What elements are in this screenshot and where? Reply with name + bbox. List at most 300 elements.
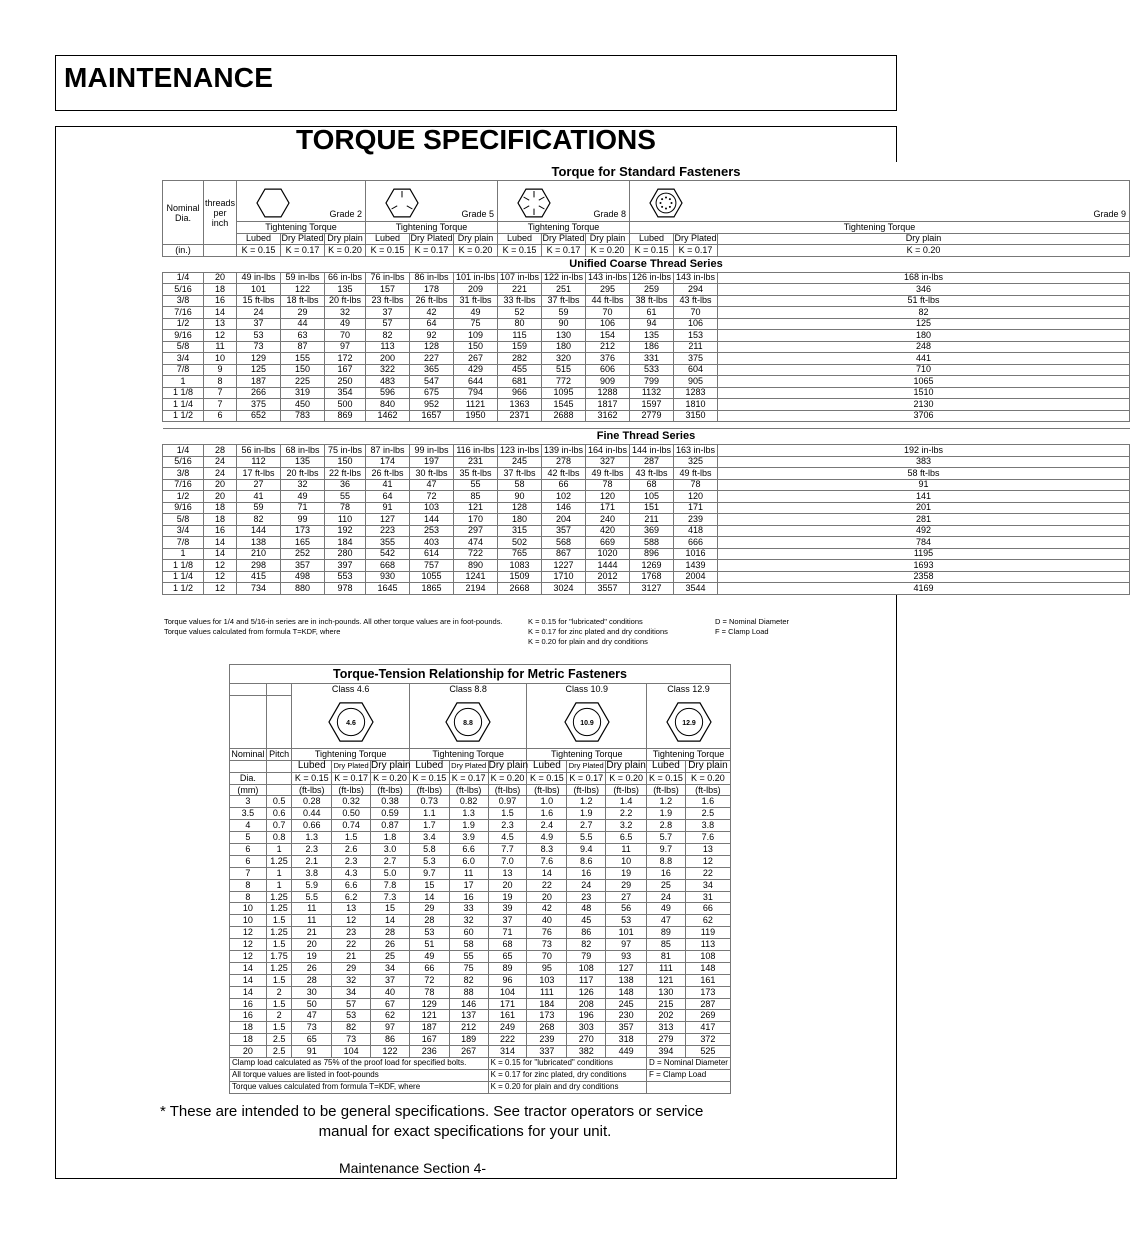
torque-value: 19 [606, 867, 647, 879]
torque-value-text: 31 ft-lbs [459, 295, 492, 306]
torque-value: 282 [498, 353, 542, 365]
blank-cell [204, 245, 237, 257]
grade-header-row [163, 181, 1130, 222]
torque-value: 67 [371, 998, 410, 1010]
torque-value: 20 [292, 939, 332, 951]
torque-value: 418 [674, 525, 718, 537]
torque-value-text: 59 in-lbs [285, 272, 320, 283]
unit-label: (ft-lbs) [606, 784, 647, 796]
k-value: K = 0.17 [410, 245, 454, 257]
torque-value-text: 192 in-lbs [903, 444, 944, 455]
torque-value [542, 272, 586, 284]
table-row [230, 1010, 731, 1022]
torque-value: 200 [366, 353, 410, 365]
torque-value: 420 [586, 525, 630, 537]
torque-value: 0.59 [371, 808, 410, 820]
torque-value-text: 76 in-lbs [370, 272, 405, 283]
threads-per-inch: 14 [204, 307, 237, 319]
k-value: K = 0.15 [237, 245, 281, 257]
torque-value: 1121 [454, 399, 498, 411]
torque-value: 65 [488, 951, 527, 963]
note-row [230, 1058, 731, 1070]
table-row [230, 832, 731, 844]
torque-value: 119 [685, 927, 730, 939]
torque-value: 108 [567, 962, 606, 974]
torque-value: 5.9 [292, 879, 332, 891]
torque-value: 186 [630, 341, 674, 353]
blank-cell [230, 760, 267, 772]
torque-value: 3.8 [292, 867, 332, 879]
torque-value: 97 [325, 341, 366, 353]
torque-value: 209 [454, 284, 498, 296]
torque-value: 784 [718, 537, 1130, 549]
torque-value: 105 [630, 491, 674, 503]
nominal-dia: 1 [163, 376, 204, 388]
metric-bolt-head-icon [410, 699, 527, 745]
table-row [230, 903, 731, 915]
metric-bolt-head-icon [527, 699, 646, 745]
torque-value: 97 [606, 939, 647, 951]
torque-value: 7.0 [488, 855, 527, 867]
torque-value: 8.8 [647, 855, 686, 867]
unit-row [230, 784, 731, 796]
torque-value-text: 22 ft-lbs [328, 467, 361, 478]
subcol-row [163, 233, 1130, 245]
subcol-label: Lubed [292, 760, 332, 772]
torque-value: 111 [527, 986, 567, 998]
table-row [163, 479, 1130, 491]
table-row [163, 491, 1130, 503]
subcol-label: Dry plain [685, 760, 730, 772]
torque-value: 483 [366, 376, 410, 388]
torque-value: 167 [325, 364, 366, 376]
blank-cell [266, 695, 292, 748]
k-value: K = 0.15 [630, 245, 674, 257]
grade-0-header [237, 181, 366, 222]
k-value: K = 0.15 [498, 245, 542, 257]
torque-value: 172 [325, 353, 366, 365]
torque-value: 173 [527, 1010, 567, 1022]
blank-cell [266, 784, 292, 796]
torque-value: 86 [567, 927, 606, 939]
torque-value: 97 [371, 1022, 410, 1034]
table-row [230, 820, 731, 832]
torque-value: 3557 [586, 583, 630, 595]
torque-value: 403 [410, 537, 454, 549]
torque-value: 3024 [542, 583, 586, 595]
k-value: K = 0.20 [606, 772, 647, 784]
torque-value: 70 [325, 330, 366, 342]
subcol-label: Dry Plated [674, 233, 717, 244]
torque-value: 0.82 [449, 796, 488, 808]
torque-value: 23 [567, 891, 606, 903]
torque-value: 757 [410, 560, 454, 572]
pitch: 0.8 [266, 832, 292, 844]
torque-value: 37 [371, 974, 410, 986]
torque-value: 16 [449, 891, 488, 903]
unit-label: (ft-lbs) [488, 784, 527, 796]
torque-value: 165 [281, 537, 325, 549]
torque-value [718, 295, 1130, 307]
nominal-dia: 18 [230, 1022, 267, 1034]
torque-value: 24 [237, 307, 281, 319]
torque-value-text: 126 in-lbs [631, 272, 672, 283]
subcol-label: Dry plain [325, 233, 366, 245]
torque-value [542, 468, 586, 480]
torque-value: 346 [718, 284, 1130, 296]
torque-value: 70 [586, 307, 630, 319]
torque-value-text: 86 in-lbs [414, 272, 449, 283]
torque-value: 75 [449, 962, 488, 974]
torque-value: 322 [366, 364, 410, 376]
table-row [163, 583, 1130, 595]
torque-value [718, 468, 1130, 480]
torque-value: 1.7 [409, 820, 449, 832]
grade-label: Grade 8 [593, 209, 626, 219]
torque-value: 115 [498, 330, 542, 342]
torque-value: 890 [454, 560, 498, 572]
torque-value: 112 [237, 456, 281, 468]
torque-value: 2779 [630, 410, 674, 422]
note-right: D = Nominal Diameter [647, 1058, 731, 1070]
torque-value-text: 139 in-lbs [543, 444, 584, 455]
torque-value [281, 295, 325, 307]
torque-value: 58 [498, 479, 542, 491]
torque-value: 327 [586, 456, 630, 468]
torque-value-text: 30 ft-lbs [415, 467, 448, 478]
torque-value: 0.97 [488, 796, 527, 808]
torque-value: 441 [718, 353, 1130, 365]
unit-label: (ft-lbs) [449, 784, 488, 796]
pitch: 1.5 [266, 939, 292, 951]
subcol-label: Dry plain [454, 233, 498, 245]
torque-value: 55 [325, 491, 366, 503]
torque-value: 76 [527, 927, 567, 939]
torque-value: 71 [488, 927, 527, 939]
torque-value: 2012 [586, 571, 630, 583]
unit-label: (ft-lbs) [332, 784, 371, 796]
tightening-torque-label: Tightening Torque [292, 748, 410, 760]
torque-value-text: 58 ft-lbs [907, 467, 940, 478]
torque-value [498, 445, 542, 457]
torque-value: 5.8 [409, 844, 449, 856]
torque-value: 27 [606, 891, 647, 903]
torque-value: 9.7 [409, 867, 449, 879]
torque-value: 34 [332, 986, 371, 998]
k-value: K = 0.15 [409, 772, 449, 784]
threads-per-inch: 6 [204, 410, 237, 422]
class-icon-cell [292, 695, 410, 748]
nominal-dia: 6 [230, 844, 267, 856]
k-value: K = 0.17 [674, 245, 718, 257]
torque-value: 173 [685, 986, 730, 998]
table-row [230, 939, 731, 951]
torque-value: 109 [454, 330, 498, 342]
subcol-label: Lubed [237, 233, 281, 245]
torque-value: 11 [292, 903, 332, 915]
torque-value: 138 [606, 974, 647, 986]
table-row [163, 571, 1130, 583]
torque-value: 32 [449, 915, 488, 927]
torque-value-text: 15 ft-lbs [242, 295, 275, 306]
torque-value: 9.4 [567, 844, 606, 856]
torque-value: 29 [332, 962, 371, 974]
threads-per-inch: 12 [204, 583, 237, 595]
class-icon-cell [409, 695, 527, 748]
torque-value: 0.28 [292, 796, 332, 808]
torque-value-text: 44 ft-lbs [591, 295, 624, 306]
torque-value: 88 [449, 986, 488, 998]
nominal-dia: 1 1/2 [163, 583, 204, 595]
metric-fastener-table [229, 664, 731, 1094]
table-row [163, 502, 1130, 514]
pitch: 1.25 [266, 903, 292, 915]
blank-cell [266, 760, 292, 772]
pitch: 1 [266, 867, 292, 879]
pitch: 0.6 [266, 808, 292, 820]
unit-label: (ft-lbs) [647, 784, 686, 796]
torque-value: 1810 [674, 399, 718, 411]
torque-value: 455 [498, 364, 542, 376]
table-row [163, 284, 1130, 296]
torque-value: 12 [685, 855, 730, 867]
table-row [163, 341, 1130, 353]
torque-value: 1693 [718, 560, 1130, 572]
pitch: 1.25 [266, 927, 292, 939]
torque-value: 141 [718, 491, 1130, 503]
torque-value: 297 [454, 525, 498, 537]
torque-value: 167 [409, 1034, 449, 1046]
torque-value: 867 [542, 548, 586, 560]
note-row [230, 1081, 731, 1093]
torque-value: 2668 [498, 583, 542, 595]
torque-value: 415 [237, 571, 281, 583]
nominal-dia: 1 1/4 [163, 571, 204, 583]
torque-value: 1065 [718, 376, 1130, 388]
table-row [230, 1034, 731, 1046]
torque-value: 11 [606, 844, 647, 856]
subcol-label: Dry plain [371, 760, 411, 772]
nominal-dia: 14 [230, 962, 267, 974]
torque-value: 135 [325, 284, 366, 296]
torque-value: 19 [292, 951, 332, 963]
note-row [230, 1069, 731, 1081]
torque-value: 71 [281, 502, 325, 514]
threads-per-inch: 14 [204, 537, 237, 549]
threads-per-inch: 7 [204, 387, 237, 399]
nominal-dia: 1/4 [163, 445, 204, 457]
torque-value: 1.9 [567, 808, 606, 820]
torque-value: 429 [454, 364, 498, 376]
torque-value: 0.87 [371, 820, 410, 832]
nominal-dia: 10 [230, 915, 267, 927]
torque-value: 53 [409, 927, 449, 939]
torque-value: 117 [567, 974, 606, 986]
torque-value: 11 [292, 915, 332, 927]
torque-value-text: 23 ft-lbs [371, 295, 404, 306]
torque-value [237, 445, 281, 457]
pitch: 2 [266, 1010, 292, 1022]
torque-value: 239 [527, 1034, 567, 1046]
torque-value: 104 [488, 986, 527, 998]
torque-value: 78 [674, 479, 718, 491]
torque-value-text: 164 in-lbs [587, 444, 628, 455]
subcol-label: Lubed [630, 233, 674, 245]
torque-value: 20 [488, 879, 527, 891]
torque-value: 146 [542, 502, 586, 514]
nominal-dia: 18 [230, 1034, 267, 1046]
class-label: Class 12.9 [647, 684, 731, 696]
torque-value: 1195 [718, 548, 1130, 560]
torque-value: 355 [366, 537, 410, 549]
title-row [230, 665, 731, 684]
torque-value-text: 107 in-lbs [499, 272, 540, 283]
note-left: Clamp load calculated as 75% of the proof load for specified bolts. [230, 1058, 489, 1070]
standard-fastener-chart [162, 162, 1127, 652]
torque-value: 279 [647, 1034, 686, 1046]
torque-value: 7.3 [371, 891, 410, 903]
torque-value: 492 [718, 525, 1130, 537]
torque-value: 3706 [718, 410, 1130, 422]
threads-per-inch: 12 [204, 330, 237, 342]
torque-value-text: 143 in-lbs [587, 272, 628, 283]
threads-per-inch: 16 [204, 295, 237, 307]
torque-value: 64 [366, 491, 410, 503]
torque-value: 150 [281, 364, 325, 376]
torque-value: 604 [674, 364, 718, 376]
dia-label: Dia. [230, 772, 267, 784]
torque-value: 1269 [630, 560, 674, 572]
torque-value: 1657 [410, 410, 454, 422]
note-line: D = Nominal Diameter [715, 617, 789, 626]
nominal-dia: 20 [230, 1046, 267, 1058]
torque-value: 6.2 [332, 891, 371, 903]
pitch: 1.5 [266, 915, 292, 927]
threads-per-inch: 18 [204, 284, 237, 296]
threads-per-inch: 7 [204, 399, 237, 411]
torque-value [454, 272, 498, 284]
torque-value [281, 468, 325, 480]
pitch: 2.5 [266, 1034, 292, 1046]
torque-value [542, 445, 586, 457]
torque-value: 547 [410, 376, 454, 388]
torque-value: 2.7 [567, 820, 606, 832]
pitch: 1.5 [266, 974, 292, 986]
torque-value: 82 [237, 514, 281, 526]
k-value: K = 0.20 [685, 772, 730, 784]
torque-value: 3.9 [449, 832, 488, 844]
threads-per-inch: 14 [204, 548, 237, 560]
torque-value: 354 [325, 387, 366, 399]
grade-label: Grade 2 [329, 209, 362, 219]
torque-value: 1510 [718, 387, 1130, 399]
torque-value: 5.0 [371, 867, 410, 879]
torque-value: 180 [718, 330, 1130, 342]
torque-value: 89 [647, 927, 686, 939]
table-row [230, 867, 731, 879]
table-row [163, 468, 1130, 480]
torque-value: 210 [237, 548, 281, 560]
pitch: 2 [266, 986, 292, 998]
torque-value: 122 [281, 284, 325, 296]
torque-value: 10 [606, 855, 647, 867]
note-mid: K = 0.20 for plain and dry conditions [488, 1081, 646, 1093]
torque-value: 95 [527, 962, 567, 974]
torque-value: 53 [606, 915, 647, 927]
pitch: 1.75 [266, 951, 292, 963]
torque-value: 1.8 [371, 832, 410, 844]
table-row [230, 974, 731, 986]
torque-value-text: 18 ft-lbs [286, 295, 319, 306]
subcol-label: Dry Plated [542, 233, 585, 244]
torque-value: 259 [630, 284, 674, 296]
torque-value: 65 [292, 1034, 332, 1046]
threads-per-inch: 13 [204, 318, 237, 330]
section-title: Unified Coarse Thread Series [163, 256, 1130, 272]
torque-value-text: 75 in-lbs [327, 444, 363, 455]
torque-value: 533 [630, 364, 674, 376]
torque-value: 13 [488, 867, 527, 879]
torque-value: 0.32 [332, 796, 371, 808]
torque-value-text: 163 in-lbs [675, 444, 716, 455]
threads-per-inch: 20 [204, 272, 237, 284]
torque-value: 106 [586, 318, 630, 330]
torque-value: 365 [410, 364, 454, 376]
torque-value: 60 [449, 927, 488, 939]
torque-value: 73 [292, 1022, 332, 1034]
torque-value: 7.6 [685, 832, 730, 844]
torque-value: 34 [371, 962, 410, 974]
torque-value: 121 [409, 1010, 449, 1022]
torque-value: 108 [685, 951, 730, 963]
torque-value: 319 [281, 387, 325, 399]
torque-value: 170 [454, 514, 498, 526]
torque-value: 1.9 [647, 808, 686, 820]
torque-value: 2.6 [332, 844, 371, 856]
torque-value: 1055 [410, 571, 454, 583]
torque-value [410, 272, 454, 284]
torque-value: 6.6 [332, 879, 371, 891]
torque-value [454, 295, 498, 307]
nominal-dia: 7/16 [163, 307, 204, 319]
torque-value: 6.5 [606, 832, 647, 844]
k-value: K = 0.17 [567, 772, 606, 784]
unit-label: (ft-lbs) [409, 784, 449, 796]
torque-value: 450 [281, 399, 325, 411]
torque-value: 49 [647, 903, 686, 915]
nominal-dia: 1 1/2 [163, 410, 204, 422]
k-value: K = 0.17 [449, 772, 488, 784]
footnote-line-2: manual for exact specifications for your unit. [318, 1123, 612, 1140]
torque-value: 37 [237, 318, 281, 330]
subcol-label: Dry Plated [451, 761, 487, 771]
torque-value: 79 [567, 951, 606, 963]
torque-value: 0.44 [292, 808, 332, 820]
subcol-label: Dry plain [718, 233, 1130, 245]
torque-value: 710 [718, 364, 1130, 376]
torque-value: 376 [586, 353, 630, 365]
torque-value: 3.4 [409, 832, 449, 844]
torque-value: 5.5 [292, 891, 332, 903]
torque-value: 4.9 [527, 832, 567, 844]
torque-value: 397 [325, 560, 366, 572]
torque-value: 799 [630, 376, 674, 388]
torque-value: 208 [567, 998, 606, 1010]
torque-value: 267 [449, 1046, 488, 1058]
page-title: TORQUE SPECIFICATIONS [296, 124, 656, 155]
torque-value: 909 [586, 376, 630, 388]
table-row [163, 272, 1130, 284]
